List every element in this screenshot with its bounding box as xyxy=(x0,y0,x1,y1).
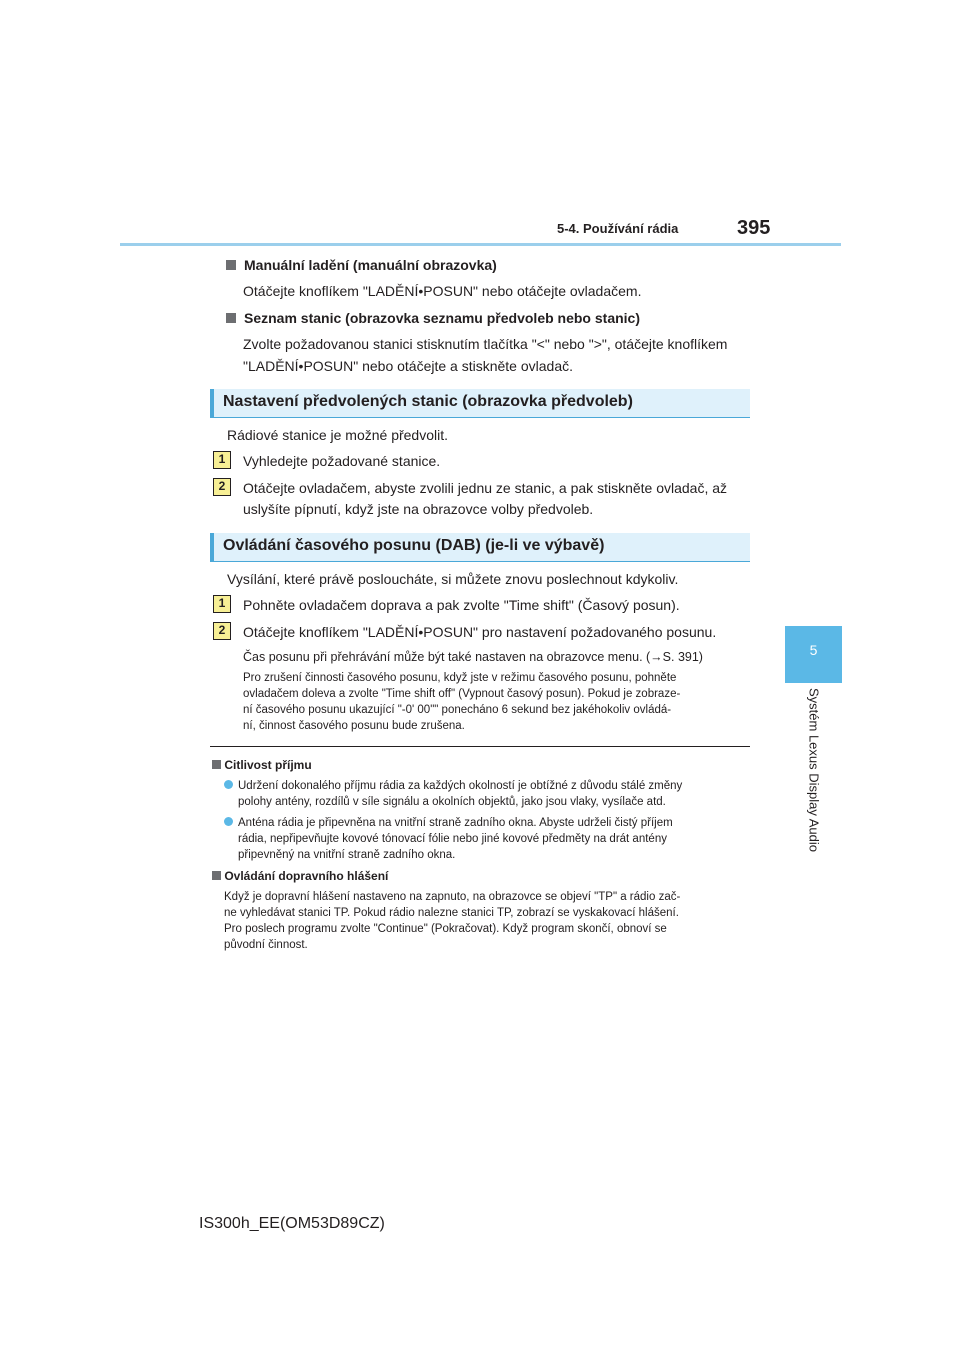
traffic-line-3: Pro poslech programu zvolte "Continue" (Pokračovat). Když program skončí, obnoví se xyxy=(224,923,667,935)
round-bullet-icon xyxy=(224,817,233,826)
preset-section-underline xyxy=(210,417,750,418)
page-number: 395 xyxy=(737,217,771,239)
header-rule xyxy=(120,243,841,246)
square-bullet-icon xyxy=(226,313,236,323)
timeshift-intro: Vysílání, které právě posloucháte, si můžete znovu poslechnout kdykoliv. xyxy=(227,571,679,587)
reception-b2-line-3: připevněný na vnitřní straně zadního okna. xyxy=(238,849,456,861)
reception-b1-line-1: Udržení dokonalého příjmu rádia za každých okolností je obtížné z důvodu stálé změny xyxy=(238,780,683,792)
reception-bullet-1 xyxy=(224,778,233,795)
step-number-box: 2 xyxy=(213,622,231,640)
station-list-line-1: Zvolte požadovanou stanici stisknutím tlačítka "<" nebo ">", otáčejte knoflíkem xyxy=(243,336,728,352)
preset-section-title: Nastavení předvolených stanic (obrazovka předvoleb) xyxy=(223,393,633,410)
timeshift-note-2-line-2: ovladačem doleva a zvolte "Time shift off" (Vypnout časový posun). Pokud je zobraze- xyxy=(243,688,681,700)
square-bullet-icon xyxy=(212,760,221,769)
timeshift-section-underline xyxy=(210,561,750,562)
preset-step-2-line-2: uslyšíte pípnutí, když jste na obrazovce volby předvoleb. xyxy=(243,501,594,517)
timeshift-note-2-line-1: Pro zrušení činnosti časového posunu, když jste v režimu časového posunu, pohněte xyxy=(243,672,677,684)
timeshift-note-2-line-3: ní časového posunu ukazující "-0' 00"" ponecháno 6 sekund bez jakéhokoliv ovládá- xyxy=(243,704,672,716)
document-code: IS300h_EE(OM53D89CZ) xyxy=(199,1215,385,1232)
manual-tuning-heading: Manuální ladění (manuální obrazovka) xyxy=(226,257,497,273)
traffic-line-1: Když je dopravní hlášení nastaveno na zapnuto, na obrazovce se objeví "TP" a rádio zač- xyxy=(224,891,681,903)
station-list-line-2: "LADĚNÍ•POSUN" nebo otáčejte a stiskněte ovladač. xyxy=(243,358,574,374)
traffic-line-2: ne vyhledávat stanici TP. Pokud rádio nalezne stanici TP, zobrazí se vyskakovací hlášení. xyxy=(224,907,679,919)
preset-step-1: Vyhledejte požadované stanice. xyxy=(243,453,441,469)
chapter-title: Systém Lexus Display Audio xyxy=(806,687,822,853)
traffic-heading: Ovládání dopravního hlášení xyxy=(212,868,388,885)
timeshift-step-2: Otáčejte knoflíkem "LADĚNÍ•POSUN" pro nastavení požadovaného posunu. xyxy=(243,624,717,640)
timeshift-section-title: Ovládání časového posunu (DAB) (je-li ve výbavě) xyxy=(223,537,605,554)
reception-heading: Citlivost příjmu xyxy=(212,757,312,774)
step-number-box: 1 xyxy=(213,595,231,613)
reception-b2-line-2: rádia, nepřipevňujte kovové tónovací fólie nebo jiné kovové předměty na drát antény xyxy=(238,833,667,845)
notes-divider xyxy=(210,746,750,747)
preset-intro: Rádiové stanice je možné předvolit. xyxy=(227,427,449,443)
step-number-box: 1 xyxy=(213,451,231,469)
timeshift-note-2-line-4: ní, činnost časového posunu bude zrušena. xyxy=(243,720,465,732)
square-bullet-icon xyxy=(212,871,221,880)
step-number-box: 2 xyxy=(213,478,231,496)
traffic-line-4: původní činnost. xyxy=(224,939,308,951)
reception-b1-line-2: polohy antény, rozdílů v síle signálu a okolních objektů, jako jsou vlaky, vysílače atd. xyxy=(238,796,666,808)
round-bullet-icon xyxy=(224,780,233,789)
manual-tuning-text: Otáčejte knoflíkem "LADĚNÍ•POSUN" nebo otáčejte ovladačem. xyxy=(243,283,642,299)
station-list-heading: Seznam stanic (obrazovka seznamu předvoleb nebo stanic) xyxy=(226,310,640,326)
section-title: 5-4. Používání rádia xyxy=(557,221,679,236)
reception-b2-line-1: Anténa rádia je připevněna na vnitřní straně zadního okna. Abyste udrželi čistý příjem xyxy=(238,817,673,829)
timeshift-step-1: Pohněte ovladačem doprava a pak zvolte "Time shift" (Časový posun). xyxy=(243,597,680,613)
reception-bullet-2 xyxy=(224,815,233,832)
chapter-number: 5 xyxy=(809,642,818,658)
timeshift-note-1: Čas posunu při přehrávání může být také nastaven na obrazovce menu. (→S. 391) xyxy=(243,650,703,664)
square-bullet-icon xyxy=(226,260,236,270)
preset-step-2-line-1: Otáčejte ovladačem, abyste zvolili jednu ze stanic, a pak stiskněte ovladač, až xyxy=(243,480,728,496)
